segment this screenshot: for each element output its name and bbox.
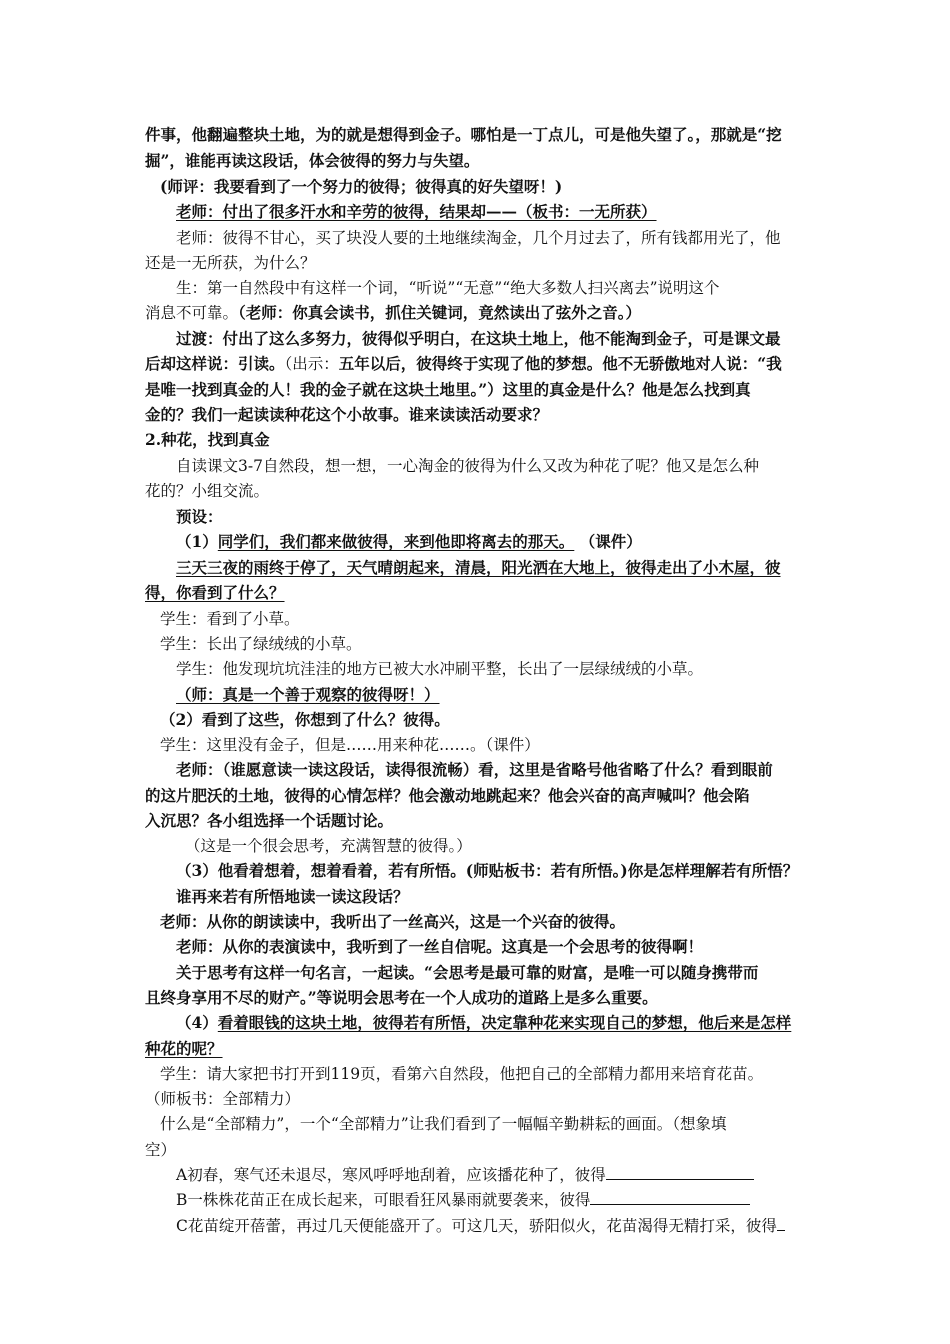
text-run: B一株株花苗正在成长起来，可眼看狂风暴雨就要袭来，彼得 xyxy=(176,1191,591,1209)
teacher-line: 老师：（谁愿意读一读这段话，读得很流畅）看，这里是省略号他省略了什么？看到眼前 xyxy=(176,760,773,779)
courseware-tag: （课件） xyxy=(574,532,642,551)
teacher-line: 老师：付出了很多汗水和辛劳的彼得，结果却——（板书：一无所获） xyxy=(176,202,657,221)
preset-label: 预设： xyxy=(176,507,223,526)
blank-line[interactable] xyxy=(590,1190,750,1205)
fill-blank-b xyxy=(176,1189,750,1211)
paragraph-line: 掘”，谁能再读这段话，体会彼得的努力与失望。 xyxy=(145,151,480,170)
teacher-line: 老师：从你的朗读读中，我听出了一丝高兴，这是一个兴奋的彼得。 xyxy=(160,912,626,931)
text-run: 看着眼钱的这块土地，彼得若有所悟，决定靠种花来实现自己的梦想，他后来是怎样 xyxy=(217,1013,792,1032)
text-run: 同学们，我们都来做彼得，来到他即将离去的那天。 xyxy=(217,532,575,551)
student-line: 生：第一自然段中有这样一个词，“听说”“无意”“绝大多数人扫兴离去”说明这个 xyxy=(176,279,720,297)
teacher-comment: (师评：我要看到了一个努力的彼得；彼得真的好失望呀！) xyxy=(160,177,563,196)
teacher-comment: （这是一个很会思考，充满智慧的彼得。） xyxy=(185,837,472,855)
teacher-line: 老师：从你的表演读中，我听到了一丝自信呢。这真是一个会思考的彼得啊！ xyxy=(176,937,704,956)
text-run: C花苗绽开蓓蕾，再过几天便能盛开了。可这几天，骄阳似火，花苗渴得无精打采，彼得 xyxy=(176,1217,777,1235)
section-heading: 2.种花，找到真金 xyxy=(145,430,270,449)
student-line: 学生：长出了绿绒绒的小草。 xyxy=(160,635,362,653)
paragraph-line: 金的？我们一起读读种花这个小故事。谁来读读活动要求？ xyxy=(145,405,549,424)
blank-line[interactable] xyxy=(777,1216,785,1231)
text-run: 后却这样说：引读。 xyxy=(145,354,285,373)
paragraph-line: 空） xyxy=(145,1141,177,1159)
blank-line[interactable] xyxy=(606,1165,754,1180)
paragraph-line: 还是一无所获，为什么？ xyxy=(145,254,316,272)
text-run: 消息不可靠。 xyxy=(145,304,239,322)
transition-line: 过渡：付出了这么多努力，彼得似乎明白，在这块土地上，他不能淘到金子，可是课文最 xyxy=(176,329,781,348)
step-4-line xyxy=(176,1012,791,1034)
paragraph-line: 入沉思？各小组选择一个话题讨论。 xyxy=(145,811,394,830)
paragraph-line: 什么是“全部精力”，一个“全部精力”让我们看到了一幅幅辛勤耕耘的画面。（想象填 xyxy=(160,1115,727,1133)
text-run: 五年以后，彼得终于实现了他的梦想。他不无骄傲地对人说：“我 xyxy=(338,354,782,373)
step-2-line: （2）看到了这些，你想到了什么？彼得。 xyxy=(160,710,450,729)
student-line: 学生：他发现坑坑洼洼的地方已被大水冲刷平整，长出了一层绿绒绒的小草。 xyxy=(176,660,704,678)
paragraph-line: 三天三夜的雨终于停了，天气晴朗起来，清晨，阳光洒在大地上，彼得走出了小木屋，彼 xyxy=(176,558,781,577)
text-run: A初春，寒气还未退尽，寒风呼呼地刮着，应该播花种了，彼得 xyxy=(176,1166,606,1184)
paragraph-line: 自读课文3-7自然段，想一想，一心淘金的彼得为什么又改为种花了呢？他又是怎么种 xyxy=(176,457,759,475)
student-line: 学生：看到了小草。 xyxy=(160,610,300,628)
student-line: 学生：请大家把书打开到119页，看第六自然段，他把自己的全部精力都用来培育花苗。 xyxy=(160,1065,764,1083)
paragraph-line: 种花的呢？ xyxy=(145,1039,223,1058)
step-3-line: （3）他看着想着，想着看着，若有所悟。(师贴板书：若有所悟。)你是怎样理解若有所悟？ xyxy=(176,861,799,880)
paragraph-line: 且终身享用不尽的财产。”等说明会思考在一个人成功的道路上是多么重要。 xyxy=(145,988,658,1007)
step-number: （4） xyxy=(176,1013,218,1032)
paragraph-line: 得，你看到了什么？ xyxy=(145,583,285,602)
step-number: （1） xyxy=(176,532,218,551)
text-run: （出示： xyxy=(284,355,339,373)
student-line: 学生：这里没有金子，但是……用来种花……。（课件） xyxy=(160,736,540,754)
fill-blank-a xyxy=(176,1164,754,1186)
paragraph-line: 的这片肥沃的土地，彼得的心情怎样？他会激动地跳起来？他会兴奋的高声喊叫？他会陷 xyxy=(145,786,750,805)
teacher-remark: （师：真是一个善于观察的彼得呀！） xyxy=(176,685,440,704)
paragraph-line: 是唯一找到真金的人！我的金子就在这块土地里。”）这里的真金是什么？他是怎么找到真 xyxy=(145,380,751,399)
board-note: （师板书：全部精力） xyxy=(145,1090,301,1108)
teacher-remark: （老师：你真会读书，抓住关键词，竟然读出了弦外之音。） xyxy=(238,303,642,322)
paragraph-line xyxy=(145,302,641,324)
paragraph-line: 花的？小组交流。 xyxy=(145,482,270,500)
fill-blank-c xyxy=(176,1215,785,1237)
quote-line: 关于思考有这样一句名言，一起读。“会思考是最可靠的财富，是唯一可以随身携带而 xyxy=(176,963,759,982)
step-1-line xyxy=(176,531,642,553)
paragraph-line xyxy=(145,353,782,375)
paragraph-line: 谁再来若有所悟地读一读这段话？ xyxy=(176,887,409,906)
paragraph-line: 件事，他翻遍整块土地，为的就是想得到金子。哪怕是一丁点儿，可是他失望了。，那就是“挖 xyxy=(145,125,782,144)
paragraph-line: 老师：彼得不甘心，买了块没人要的土地继续淘金，几个月过去了，所有钱都用光了，他 xyxy=(176,229,781,247)
